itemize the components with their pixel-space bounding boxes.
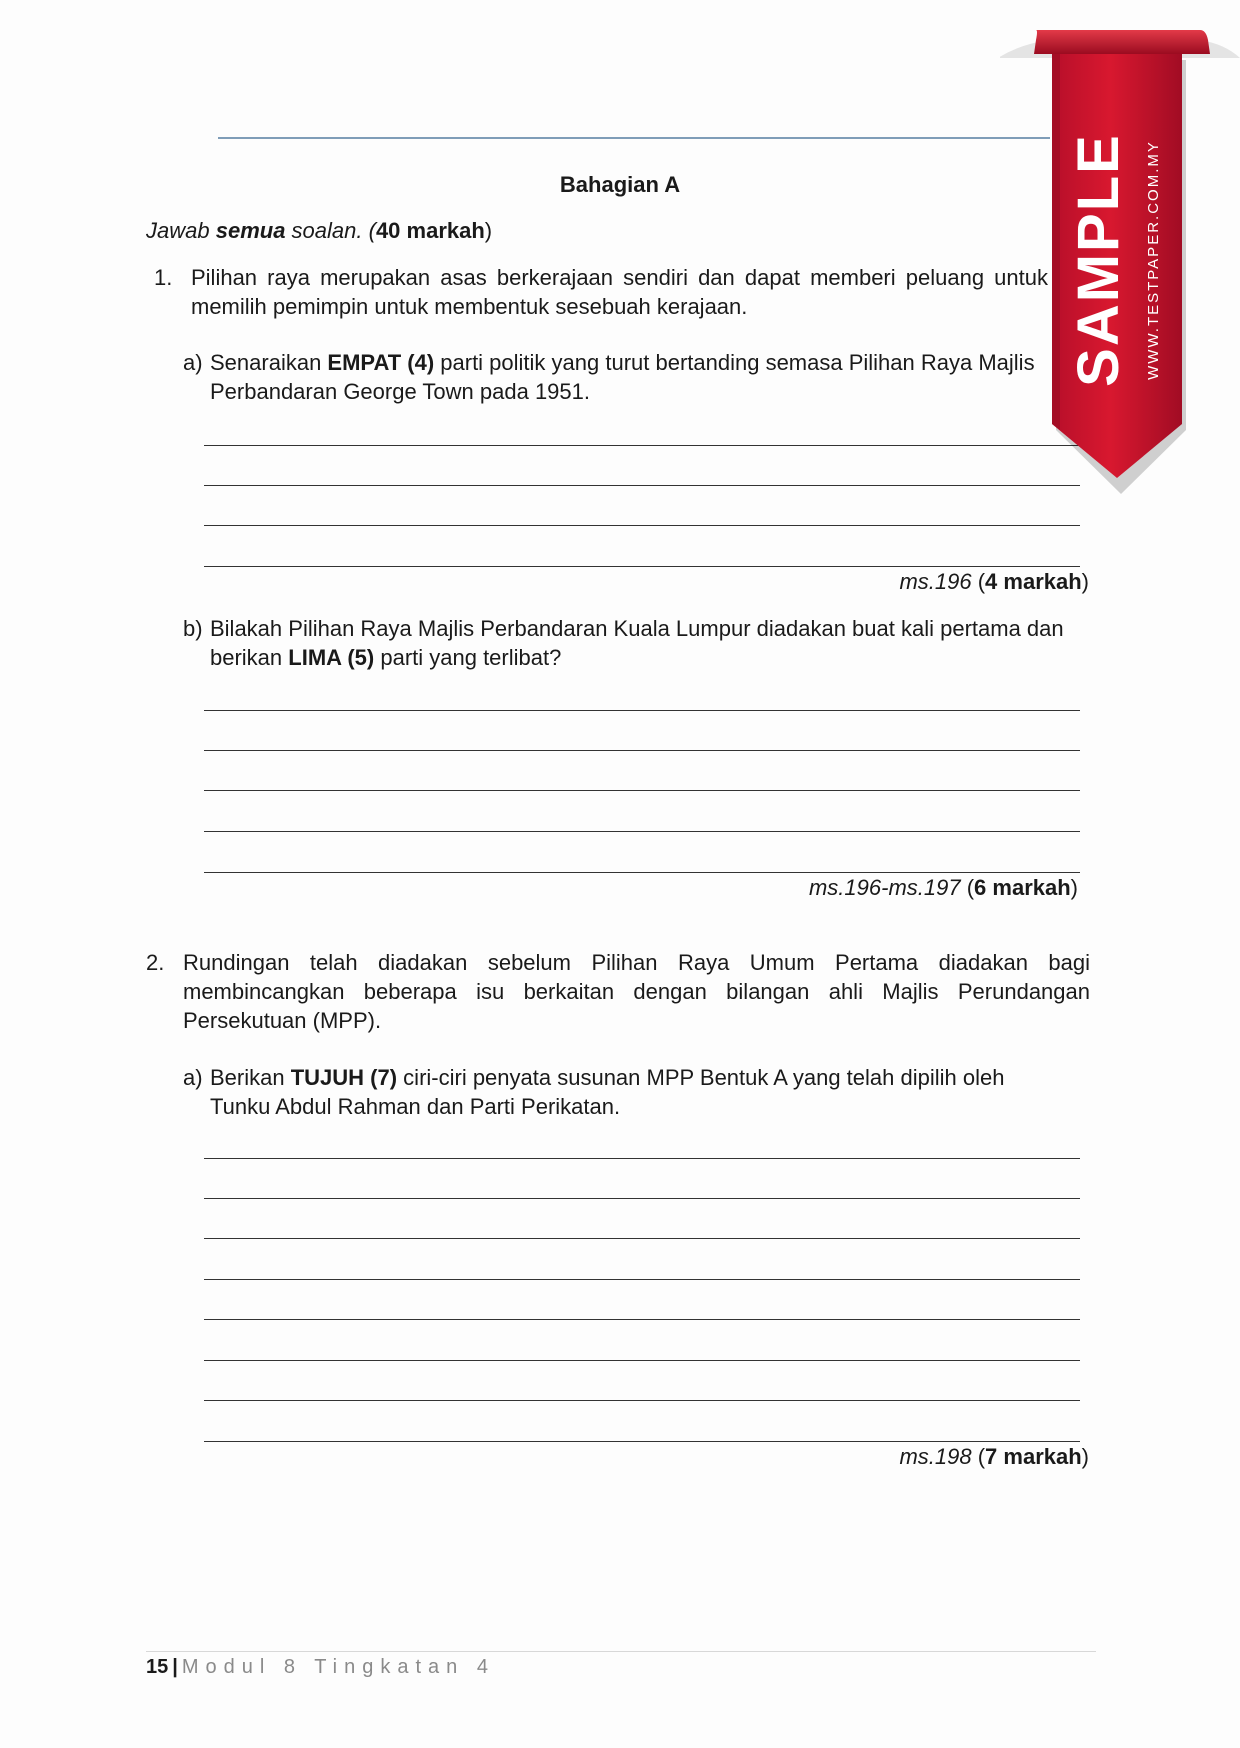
- answer-line[interactable]: [204, 1238, 1080, 1239]
- answer-line[interactable]: [204, 525, 1080, 526]
- q1a-mark-value: 4 markah: [985, 569, 1082, 594]
- answer-line[interactable]: [204, 1158, 1080, 1159]
- q1b-text-1: Bilakah Pilihan Raya Majlis Perbandaran Kuala Lumpur diadakan buat kali pertama dan berikan: [210, 616, 1064, 670]
- q1b-emphasis: LIMA (5): [288, 645, 375, 670]
- answer-line[interactable]: [204, 1198, 1080, 1199]
- answer-line[interactable]: [204, 566, 1080, 567]
- answer-line[interactable]: [204, 790, 1080, 791]
- q1a-page-ref: ms.196: [899, 569, 972, 594]
- q2a-page-ref: ms.198: [899, 1444, 972, 1469]
- instruction: [146, 218, 492, 244]
- q2a-mark-value: 7 markah: [985, 1444, 1082, 1469]
- answer-line[interactable]: [204, 710, 1080, 711]
- q1b-paren-close: ): [1070, 875, 1078, 900]
- answer-line[interactable]: [204, 485, 1080, 486]
- answer-line[interactable]: [204, 1279, 1080, 1280]
- watermark-url: WWW.TESTPAPER.COM.MY: [1145, 140, 1162, 380]
- instruction-close: ): [484, 218, 493, 243]
- instruction-marks: 40 markah: [375, 218, 485, 243]
- question-2a-text: [210, 1063, 1060, 1121]
- question-1-stem: Pilihan raya merupakan asas berkerajaan sendiri dan dapat memberi peluang untuk memilih pemimpin untuk membentuk sesebuah kerajaan.: [191, 265, 1048, 319]
- answer-line[interactable]: [204, 831, 1080, 832]
- q1a-emphasis: EMPAT (4): [327, 350, 435, 375]
- q2a-paren-open: (: [971, 1444, 986, 1469]
- question-1a-text: [210, 348, 1048, 406]
- footer-rule: [146, 1651, 1096, 1652]
- answer-line[interactable]: [204, 1319, 1080, 1320]
- q1a-text-2: parti politik yang turut bertanding semasa Pilihan Raya Majlis Perbandaran George Town pada 1951.: [210, 350, 1035, 404]
- answer-line[interactable]: [204, 1360, 1080, 1361]
- ribbon-graphic: [1000, 26, 1240, 496]
- answer-line[interactable]: [204, 445, 1080, 446]
- q1b-text-2: parti yang terlibat?: [374, 645, 562, 670]
- q1a-paren-close: ): [1081, 569, 1089, 594]
- sample-watermark-ribbon: [1000, 26, 1240, 496]
- question-2a-label: a): [183, 1065, 203, 1090]
- q1a-marks: [899, 569, 1089, 595]
- instruction-text-2: soalan. (: [285, 218, 376, 243]
- question-2-stem: Rundingan telah diadakan sebelum Pilihan Raya Umum Pertama diadakan bagi membincangkan beberapa isu berkaitan dengan bilangan ahli Majlis Perundangan Persekutuan (MPP).: [183, 950, 1090, 1033]
- answer-line[interactable]: [204, 1441, 1080, 1442]
- page-number: 15: [146, 1656, 169, 1678]
- header-rule: [218, 137, 1050, 139]
- answer-line[interactable]: [204, 1400, 1080, 1401]
- question-1a-label: a): [183, 350, 203, 375]
- q1b-page-ref: ms.196-ms.197: [808, 875, 961, 900]
- answer-line[interactable]: [204, 750, 1080, 751]
- question-1-number: 1.: [154, 265, 173, 290]
- q2a-marks: [899, 1444, 1089, 1470]
- section-title: Bahagian A: [559, 172, 681, 197]
- question-1b-label: b): [183, 616, 203, 641]
- page-footer: [146, 1656, 495, 1679]
- q2a-text-1: Berikan: [210, 1065, 291, 1090]
- footer-module: Modul 8 Tingkatan 4: [181, 1656, 495, 1678]
- question-2-number: 2.: [146, 950, 165, 975]
- watermark-word: SAMPLE: [1066, 133, 1131, 387]
- instruction-text: Jawab: [146, 218, 216, 243]
- q2a-emphasis: TUJUH (7): [290, 1065, 398, 1090]
- q1b-mark-value: 6 markah: [974, 875, 1071, 900]
- question-1b-text: [210, 614, 1090, 672]
- q1b-paren-open: (: [960, 875, 975, 900]
- q1a-paren-open: (: [971, 569, 986, 594]
- answer-line[interactable]: [204, 872, 1080, 873]
- q1b-marks: [809, 875, 1078, 901]
- instruction-emphasis: semua: [215, 218, 286, 243]
- q2a-paren-close: ): [1081, 1444, 1089, 1469]
- q2a-text-2: ciri-ciri penyata susunan MPP Bentuk A yang telah dipilih oleh Tunku Abdul Rahman dan Parti Perikatan.: [210, 1065, 1005, 1119]
- q1a-text-1: Senaraikan: [210, 350, 328, 375]
- footer-separator: |: [172, 1656, 178, 1678]
